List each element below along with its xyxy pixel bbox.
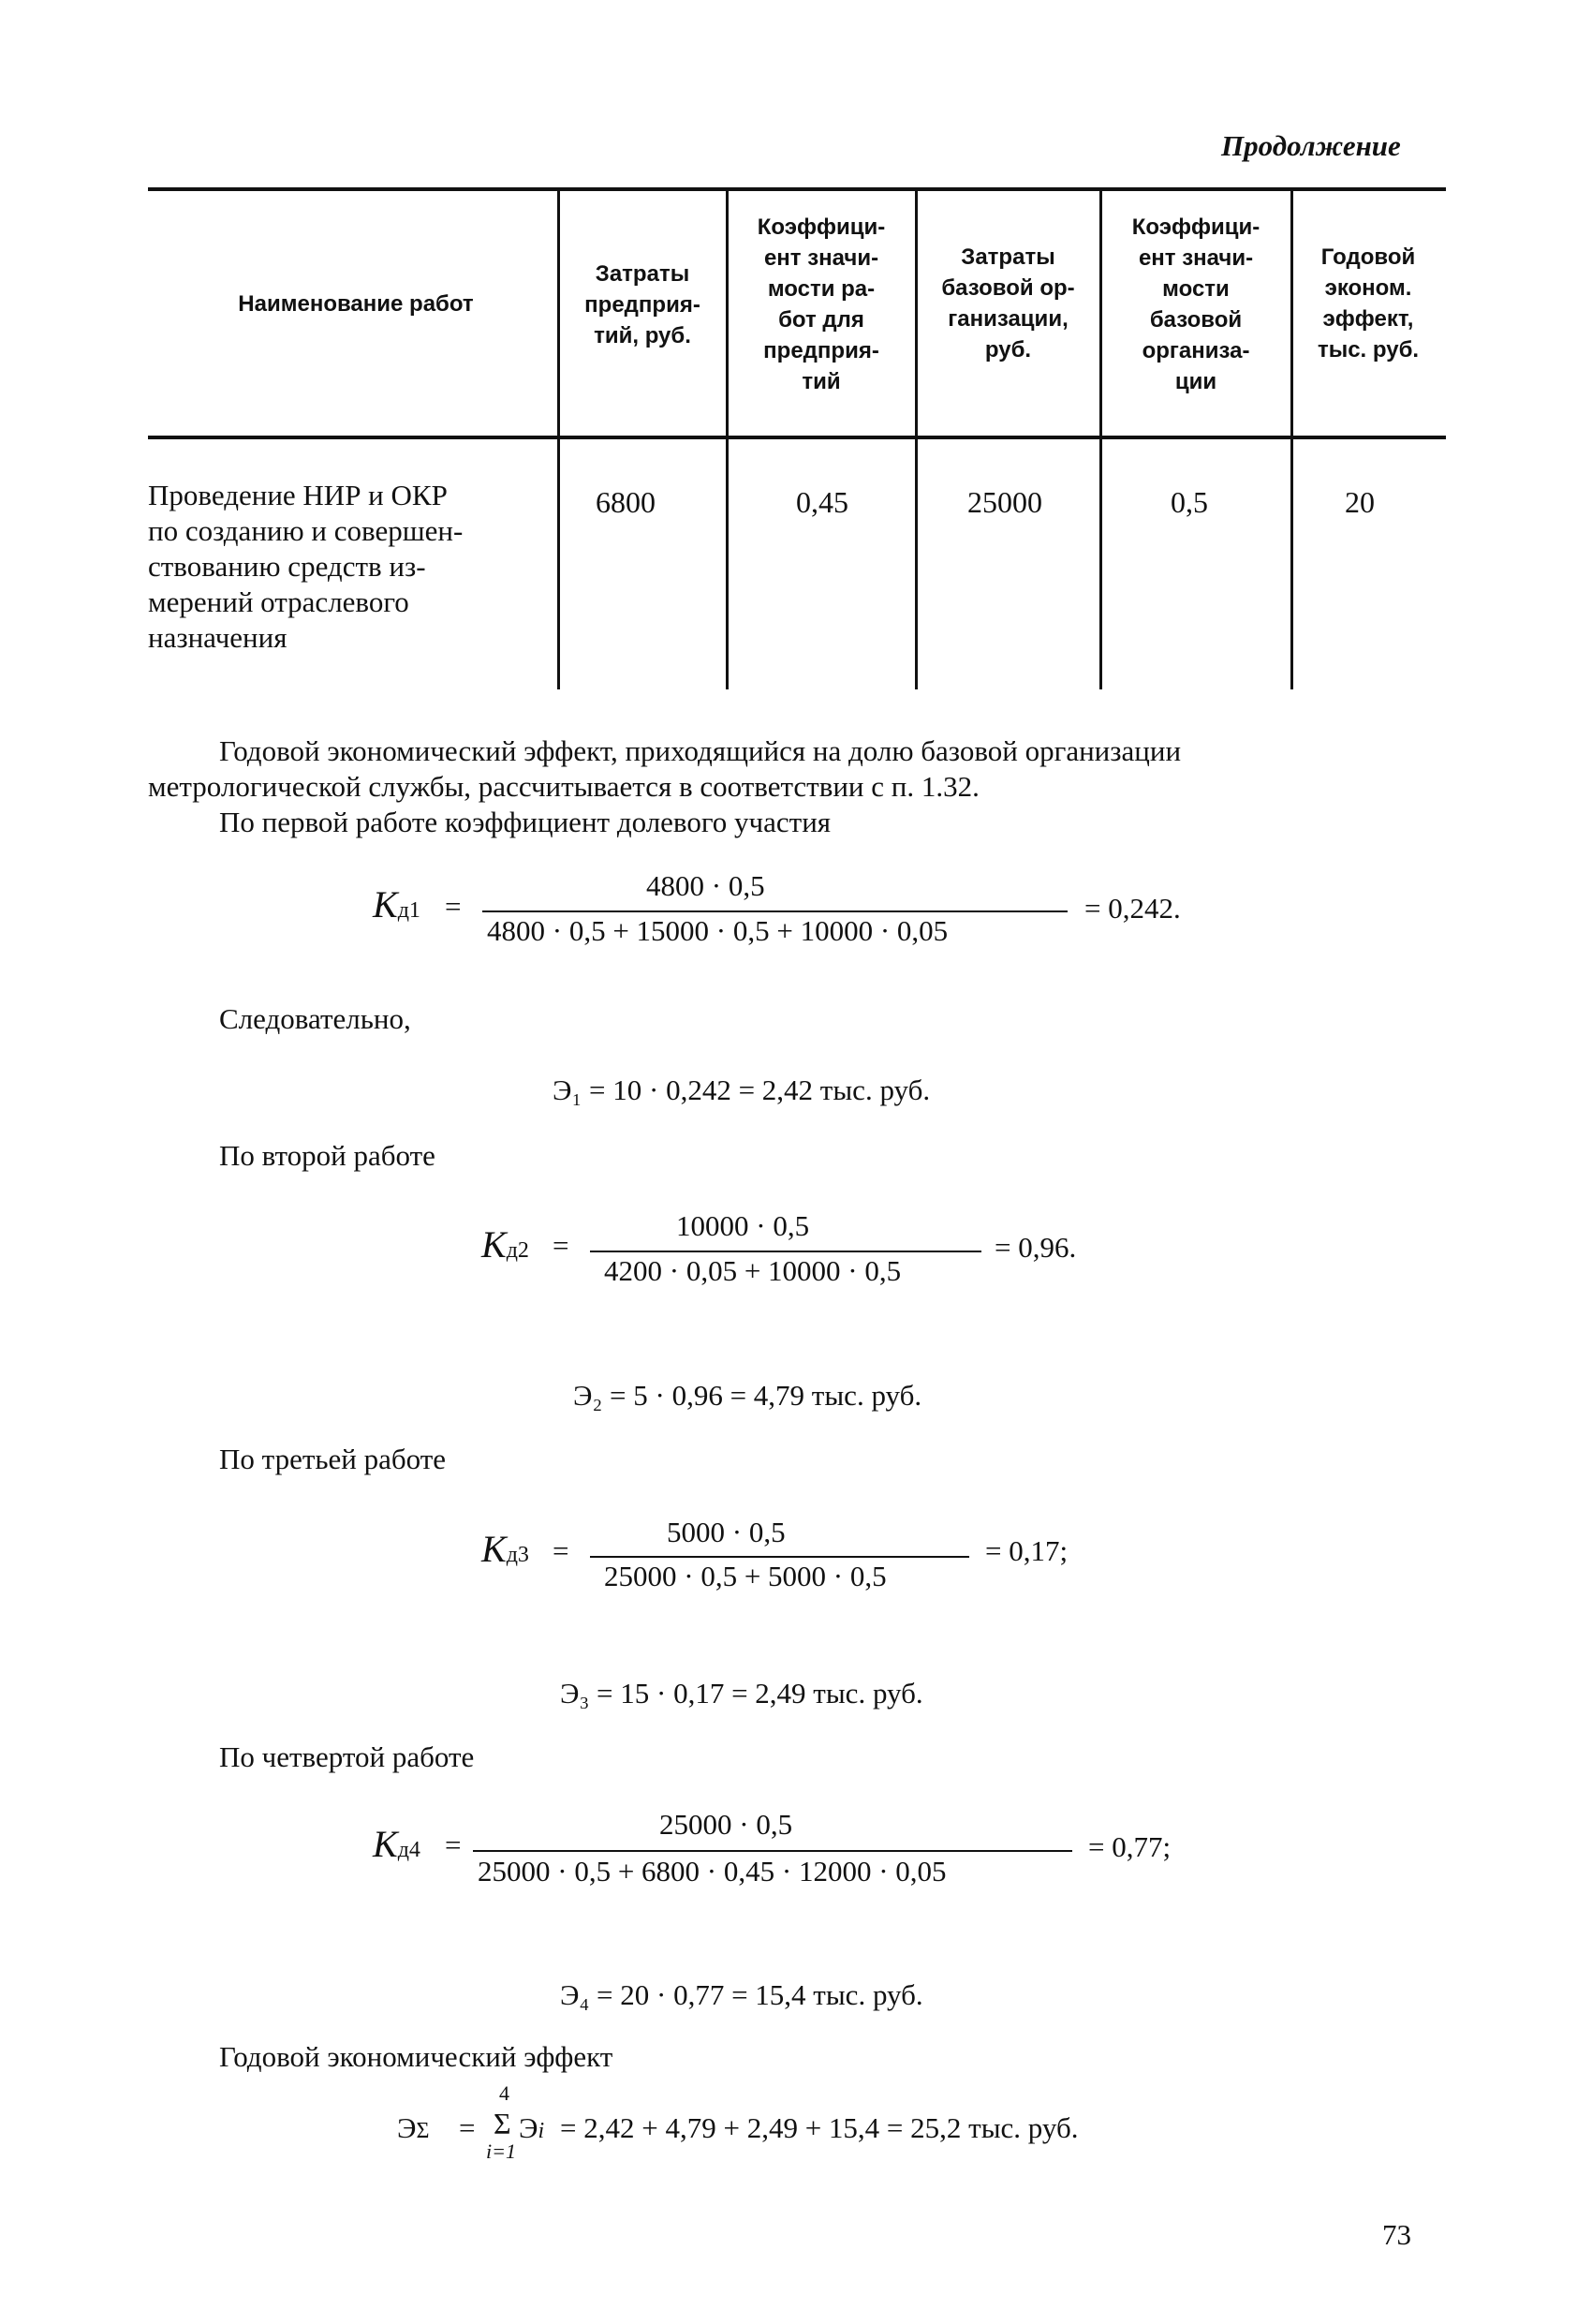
paragraph-line: метрологической службы, рассчитывается в соответствии с п. 1.32. [148,770,980,803]
table-cell-base-costs: 25000 [967,485,1042,519]
formula-numerator: 5000 · 0,5 [667,1516,786,1548]
formula-subscript: i [538,2119,545,2143]
table-header-rule [148,436,1446,439]
formula-subscript: д1 [397,898,420,923]
equation-e3: Э₃ = 15 · 0,17 = 2,49 тыс. руб. [560,1677,923,1710]
paragraph-line: Годовой экономический эффект, приходящийся на долю базовой организации [219,734,1182,767]
formula-term: Э [519,2111,538,2144]
col-header-enterprise-coef: Коэффици- ент значи- мости ра- бот для предприя- тий [757,215,886,394]
col-header-base-costs: Затраты базовой ор- ганизации, руб. [941,244,1075,363]
text-fourth-work: По четвертой работе [219,1740,475,1773]
formula-denominator: 4200 · 0,05 + 10000 · 0,5 [604,1254,902,1287]
text-annual-effect: Годовой экономический эффект [219,2040,613,2073]
formula-result: = 0,17; [985,1534,1069,1567]
formula-result: = 0,77; [1088,1830,1172,1863]
formula-symbol: K [481,1223,507,1266]
equals-sign: = [553,1229,569,1262]
formula-numerator: 4800 · 0,5 [646,869,765,902]
formula-symbol: Э [397,2111,417,2144]
formula-numerator: 10000 · 0,5 [676,1209,810,1242]
formula-result: = 0,96. [995,1231,1077,1264]
formula-symbol: K [373,1823,398,1865]
sum-result: = 2,42 + 4,79 + 2,49 + 15,4 = 25,2 тыс. руб. [560,2111,1079,2144]
equals-sign: = [445,890,462,923]
table-cell-base-coef: 0,5 [1171,485,1208,519]
col-header-enterprise-costs: Затраты предприя- тий, руб. [584,261,700,348]
equals-sign: = [445,1828,462,1861]
equation-e1: Э₁ = 10 · 0,242 = 2,42 тыс. руб. [553,1073,931,1106]
fraction-bar [590,1251,981,1252]
formula-denominator: 25000 · 0,5 + 5000 · 0,5 [604,1560,887,1592]
formula-subscript: Σ [416,2119,430,2143]
formula-denominator: 4800 · 0,5 + 15000 · 0,5 + 10000 · 0,05 [487,914,949,947]
fraction-bar [482,910,1068,912]
table-cell-work-name: Проведение НИР и ОКР по созданию и совершен- ствованию средств из- мерений отраслевого назначения [148,479,464,654]
formula-denominator: 25000 · 0,5 + 6800 · 0,45 · 12000 · 0,05 [478,1855,947,1887]
sum-upper-limit: 4 [499,2081,509,2105]
col-header-base-coef: Коэффици- ент значи- мости базовой организа- ции [1131,215,1260,394]
formula-subscript: д4 [397,1838,420,1862]
table-cell-enterprise-coef: 0,45 [796,485,848,519]
table-cell-enterprise-costs: 6800 [596,485,656,519]
col-header-name: Наименование работ [238,291,474,317]
text-second-work: По второй работе [219,1139,435,1172]
equals-sign: = [553,1534,569,1567]
formula-result: = 0,242. [1084,892,1181,925]
continuation-label: Продолжение [1221,129,1401,162]
fraction-bar [590,1556,969,1558]
sum-symbol: Σ [494,2107,511,2140]
table-cell-annual-effect: 20 [1345,485,1375,519]
formula-subscript: д2 [506,1238,529,1263]
text-third-work: По третьей работе [219,1443,447,1475]
formula-numerator: 25000 · 0,5 [659,1808,793,1841]
formula-symbol: K [373,883,398,925]
paragraph-line: По первой работе коэффициент долевого участия [219,806,832,838]
formula-subscript: д3 [506,1543,529,1567]
col-header-annual-effect: Годовой эконом. эффект, тыс. руб. [1317,244,1420,363]
text-consequently: Следовательно, [219,1002,411,1035]
table-top-rule [148,187,1446,191]
sum-lower-limit: i=1 [486,2139,516,2163]
equation-e2: Э₂ = 5 · 0,96 = 4,79 тыс. руб. [573,1379,922,1412]
equation-e4: Э₄ = 20 · 0,77 = 15,4 тыс. руб. [560,1978,923,2011]
equals-sign: = [459,2111,476,2144]
formula-symbol: K [481,1528,507,1570]
page-number: 73 [1382,2218,1411,2251]
fraction-bar [473,1850,1072,1852]
